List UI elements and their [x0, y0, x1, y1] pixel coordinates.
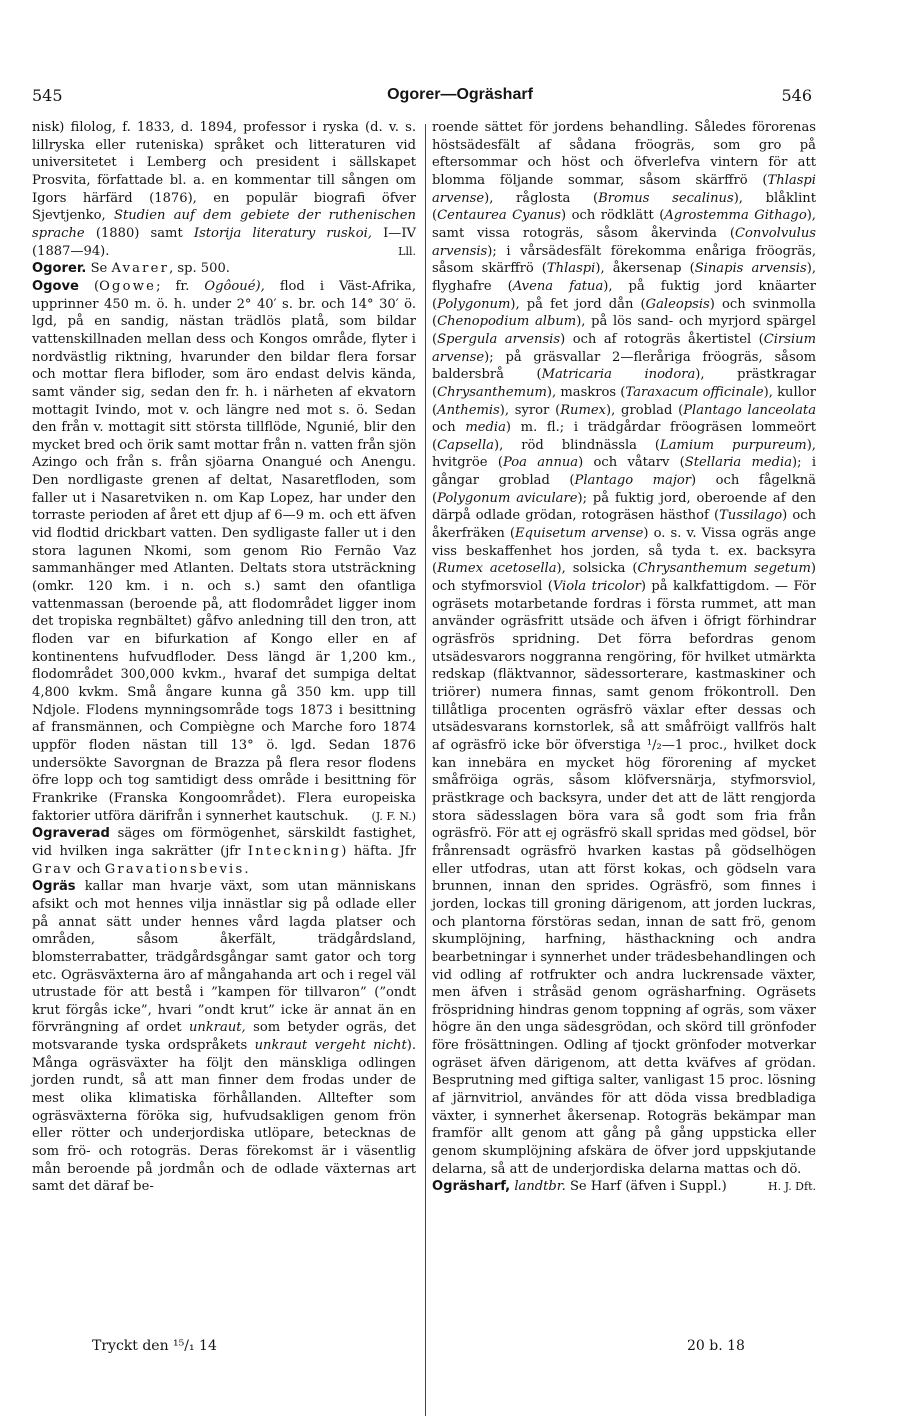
page-header [0, 86, 920, 116]
text: (1880) samt [84, 225, 194, 241]
species-name: Thlaspi [546, 261, 596, 277]
print-date: Tryckt den ¹⁵/₁ 14 [92, 1338, 217, 1354]
species-name: Chrysanthemum segetum [637, 561, 811, 577]
cross-reference: Grav [32, 861, 73, 877]
text: ), på fet jord dån ( [510, 296, 646, 312]
italic-term: unkraut, [189, 1020, 246, 1036]
running-title: Ogorer—Ogräsharf [387, 86, 533, 103]
italic-variant: Ogôoué), [204, 278, 265, 294]
italic-title: Istorija literatury ruskoi, [193, 225, 372, 241]
page-number-left: 545 [32, 86, 63, 105]
column-divider [425, 124, 426, 1416]
species-name: Centaurea Cyanus [437, 208, 561, 224]
text: ) m. fl.; i trädgårdar fröogräsen lommeört ( [432, 420, 816, 453]
text: ); i gångar groblad ( [432, 455, 817, 489]
text: ) på kalkfattigdom. — För ogräsets motarbetande fordras i första rummet, att man använder ogräsfritt utsäde och äfven i öfrigt förhindrar ogräsfrös spridning. Det förra befordras genom utsädesvarors noggranna rengöring, för hvilket utmärkta redskap (fläktvannor, sädessorterare, kastmaskiner och triörer) numera finnas, samt genom frökontroll. Den tillåtliga procenten ogräsfrö växlar efter dessas och utsädesvarans kornstorlek, så att småfröigt vallfrös halt af ogräsfrö icke bör öfverstiga ¹/₂—1 proc., hvilket dock kan innebära en mycket hög förorening af mycket småfröiga ogräs, såsom klöfversnärja, styfmorsviol, prästkrage och backsyra, under det att de lätt rengjorda stora sädesslagen böra vara så godt som fria från ogräsfrö. För att ej ogräsfrö skall spridas med gödsel, bör frånrensadt ogräsfrö hvarken kastas på gödselhögen eller utfodras, utan att först kokas, och gödseln vara brunnen, innan den sprides. Ogräsfrö, som finnes i jorden, lockas till groning därigenom, att jorden luckras, och plantorna förstöras sedan, innan de satt frö, genom skumplöjning, harfning, hästhackning och andra bearbetningar i synnerhet under trädesbehandlingen och vid odling af rotfrukter och andra luckrensade växter, men äfven i stråsäd genom ogräsharfning. Ogräsets fröspridning hindras genom toppning af ogräs, som växer högre än den unga sädesgrödan, och skörd till grönfoder före frösättningen. Odling af tjockt grönfoder motverkar ogräset äfven därigenom, att detta kväfves af grödan. Besprutning med giftiga salter, vanligast 15 proc. lösning af järnvitriol, användes för att döda vissa bredbladiga växter, i synnerhet åkersenap. Rotogräs bekämpar man framför allt genom att gång på gång uppsticka eller genom skumplöjning afskära de öfver jord uppskjutande delarna, så att de underjordiska delarna mattas och dö. [432, 579, 816, 1177]
headword: Ogorer. [32, 261, 87, 277]
species-name: Poa annua [502, 455, 579, 471]
text: ) och rödklätt ( [560, 208, 665, 224]
text: som betyder ogräs, det motsvarande tyska ordspråkets [32, 1020, 416, 1054]
species-name: Viola tricolor [552, 579, 641, 595]
text: ), groblad ( [606, 402, 684, 418]
entry-ogorer [32, 260, 416, 278]
text: flod i Väst-Afrika, upprinner 450 m. ö. h. under 2° 40′ s. br. och 14° 30′ ö. lgd, på en sandig, nästan trädlös platå, som bildar vattenskillnaden mellan dess och Kongos område, flyter i nordvästlig riktning, hvarunder den bildar flera forsar och mottar flera bifloder, som äro endast delvis kända, samt vänder sig, sedan den fr. h. i närheten af ekvatorn mottagit Ivindo, mot v. och längre ned mot s. ö. Sedan den från v. mottagit sitt största tillflöde, Ngunié, blir den mycket bred och örik samt mottar från n. vatten från sjön Azingo och från s. från sjöarna Onangué och Anengu. Den nordligaste grenen af deltat, Nasaretfloden, som faller ut i Nasaretviken n. om Kap Lopez, har under den torraste perioden af året ett djup af 6—9 m. och ett äfven vid flodtid drickbart vatten. Den sydligaste faller ut i den stora lagunen Nkomi, som genom Rio Fernão Vaz sammanhänger med Atlanten. Deltats stora utsträckning (omkr. 120 km. i n. och s.) samt den ofantliga vattenmassan (beroende på, att flodområdet ligger inom det tropiska regnbältet) gåfvo anledning till den tron, att floden var en bifurkation af Kongo eller en af kontinentens hufvudfloder. Dess längd är 1,200 km., flodområdet 300,000 kvkm., hvaraf det sumpiga deltat 4,800 kvkm. Små ångare kunna gå 350 km. upp till Ndjole. Flodens mynningsområde togs 1873 i besittning af fransmännen, och Compiègne och Marche foro 1874 uppför floden nästan till 13° ö. lgd. Sedan 1876 undersökte Savorgnan de Brazza på flera resor flodens öfre lopp och tog samtidigt dess område i besittning för Frankrike (Franska Kongoområdet). Flera europeiska faktorier utföra därifrån i synnerhet kautschuk. [32, 278, 416, 824]
text: I—IV (1887—94). [32, 225, 417, 259]
author-signature: H. J. Dft. [768, 1180, 816, 1194]
text: ) o. s. v. Vissa ogräs ange viss beskaffenhet hos jorden, så tyda t. ex. backsyra ( [432, 526, 816, 577]
entry-continuation [32, 119, 416, 260]
species-name: Convolvulus arvensis [432, 225, 816, 259]
text: ) och styfmorsviol ( [432, 561, 816, 595]
species-name: Tussilago [719, 508, 783, 524]
text: ), solsicka ( [556, 561, 638, 577]
species-name: Chenopodium album [437, 314, 577, 330]
text: ), åkersenap ( [595, 261, 695, 277]
italic-abbrev: landtbr. [514, 1179, 566, 1195]
entry-ogras [32, 878, 416, 1196]
italic-term: unkraut vergeht nicht [254, 1038, 407, 1054]
text: säges om förmögenhet, särskildt fastighet, vid hvilken inga sakrätter (jfr [32, 826, 416, 859]
text: ); på gräsvallar 2—fleråriga fröogräs, såsom baldersbrå ( [432, 349, 816, 383]
spaced-variant: Ogowe [99, 278, 157, 294]
species-name: Thlaspi arvense [432, 172, 816, 206]
cross-reference: Avarer [111, 261, 170, 277]
text: ), röd blindnässla ( [493, 437, 661, 453]
entry-ogove: Ogove (Ogowe; fr. Ogôoué), flod i Väst-Afrika, upprinner 450 m. ö. h. under 2° 40′ s. br. och 14° 30′ ö. lgd, på en sandig, nästan trädlös platå, som bildar vattenskillnaden mellan dess och Kongos område, flyter i nordvästlig riktning, hvarunder den bildar flera forsar och mottar flera bifloder, som äro endast delvis kända, samt vänder sig, sedan den fr. h. i närheten af ekvatorn mottagit Ivindo, mot v. och längre ned mot s. ö. Sedan den från v. mottagit sitt största tillflöde, Ngunié, blir den mycket bred och örik samt mottar från n. vatten från sjön Azingo och från s. från sjöarna Onangué och Anengu. Den nordligaste grenen af deltat, Nasaretfloden, som faller ut i Nasaretviken n. om Kap Lopez, har under den torraste perioden af året ett djup af 6—9 m. och ett äfven vid flodtid drickbart vatten. Den sydligaste faller ut i den stora lagunen Nkomi, som genom Rio Fernão Vaz sammanhänger med Atlanten. Deltats stora utsträckning (omkr. 120 km. i n. och s.) samt den ofantliga vattenmassan (beroende på, att flodområdet ligger inom det tropiska regnbältet) gåfvo anledning till den tron, att floden var en bifurkation af Kongo eller en af kontinentens hufvudfloder. Dess längd är 1,200 km., flodområdet 300,000 kvkm., hvaraf det sumpiga deltat 4,800 kvkm. Små ångare kunna gå 350 km. upp till Ndjole. Flodens mynningsområde togs 1873 i besittning af fransmännen, och Compiègne och Marche foro 1874 uppför floden nästan till 13° ö. lgd. Sedan 1876 undersökte Savorgnan de Brazza på flera resor flodens öfre lopp och tog samtidigt dess område i besittning för Frankrike (Franska Kongoområdet). Flera europeiska faktorier utföra därifrån i synnerhet kautschuk. (J. F. N.) [32, 278, 416, 824]
text: ) och åkerfräken ( [432, 508, 817, 542]
species-name: Stellaria media [684, 455, 793, 471]
text: och [432, 420, 466, 436]
text: ), blåklint ( [432, 190, 816, 224]
text: ), syror ( [499, 402, 561, 418]
species-name: Plantago major [574, 473, 692, 489]
headword: Ogove [32, 278, 79, 294]
cross-reference: Inteckning [247, 843, 342, 859]
species-name: Plantago lanceolata [683, 402, 816, 418]
text: ); på fuktig jord, oberoende af den därpå odlade grödan, rotogräsen hästhof ( [432, 490, 817, 524]
text: ), prästkragar ( [432, 367, 816, 400]
species-name: Lamium purpureum [660, 437, 807, 453]
species-name: Equisetum arvense [515, 526, 644, 542]
species-name: Chrysanthemum [437, 384, 547, 400]
text: Se [86, 261, 112, 277]
text: ), på fuktig jord knäarter ( [432, 278, 816, 312]
sheet-signature: 20 b. 18 [687, 1338, 745, 1354]
species-name: Agrostemma Githago [664, 208, 807, 224]
text: ), hvitgröe ( [432, 437, 816, 471]
text: ), maskros ( [546, 384, 626, 400]
author-signature: Lll. [398, 244, 416, 258]
text: Se Harf (äfven i Suppl.) [565, 1179, 727, 1195]
species-name: Matricaria inodora [541, 367, 696, 383]
text: ) och fågelknä ( [432, 473, 816, 506]
right-column [432, 119, 816, 1196]
species-name: Avena fatua [512, 278, 604, 294]
species-name: media [465, 420, 506, 436]
species-name: Rumex acetosella [437, 561, 557, 577]
text: , sp. 500. [169, 261, 230, 277]
headword: Ogräs [32, 879, 76, 895]
text: ) och våtarv ( [578, 455, 685, 471]
text: ), kullor ( [432, 384, 816, 418]
headword: Ograverad [32, 826, 110, 842]
text: och [72, 861, 105, 877]
headword: Ogräsharf, [432, 1179, 511, 1195]
text: . [244, 861, 249, 877]
species-name: Sinapis arvensis [694, 261, 807, 277]
text: nisk) filolog, f. 1833, d. 1894, professor i ryska (d. v. s. lillryska eller ruteniska) språket och litteraturen vid universitetet i Lemberg och president i sällskapet Prosvita, författade bl. a. en kommentar till sången om Igors härfärd (1876), en populär biografi öfver Sjevtjenko, [32, 120, 416, 224]
text: ) och af rotogräs åkertistel ( [560, 331, 764, 347]
species-name: Spergula arvensis [437, 331, 561, 347]
italic-title: Studien auf dem gebiete der ruthenischen sprache [32, 208, 416, 241]
author-signature: (J. F. N.) [371, 809, 416, 823]
entry-ograverad [32, 825, 416, 878]
species-name: Galeopsis [645, 296, 710, 312]
text: ). Många ogräsväxter ha följt den mänskliga odlingen jorden rundt, så att man finner dem frodas under de mest olika klimatiska förhållanden. Alltefter som ogräsväxterna föröka sig, hufvudsakligen genom frön eller rötter och underjordiska utlöpare, betecknas de som frö- och rotogräs. Deras förekomst är i väsentlig mån beroende på jordmån och de odlade växternas art samt det däraf be- [32, 1038, 417, 1195]
page-number-right: 546 [781, 86, 812, 105]
text: ), flyghafre ( [432, 261, 816, 294]
species-name: Polygonum aviculare [437, 490, 578, 506]
species-name: Taraxacum officinale [625, 384, 764, 400]
left-column [32, 119, 416, 1196]
species-name: Bromus secalinus [598, 190, 734, 206]
text: ) häfta. Jfr [341, 843, 416, 859]
text: ); i vårsädesfält förekomma enåriga fröogräs, såsom skärffrö ( [432, 243, 816, 277]
entry-ograsharf [432, 1178, 816, 1196]
text: kallar man hvarje växt, som utan människans afsikt och mot hennes vilja innästlar sig på odlade eller på annat sätt under hennes vård lagda platser och områden, såsom åkerfält, trädgårdsland, blomsterrabatter, trädgårdsgångar samt gator och torg etc. Ogräsväxterna äro af mångahanda art och i regel väl utrustade för att bestå i ”kampen för tillvaron” (”ondt krut förgås icke”, hvari ”ondt krut” icke är annat än en förvrängning af ordet [32, 879, 416, 1036]
cross-reference: Gravationsbevis [104, 861, 245, 877]
species-name: Capsella [437, 437, 494, 453]
species-name: Cirsium arvense [432, 331, 816, 365]
species-name: Rumex [560, 402, 607, 418]
text: ), på lös sand- och myrjord spärgel ( [432, 314, 816, 347]
text: roende sättet för jordens behandling. Således förorenas höstsädesfält af sådana fröogräs, som gro på eftersommar och höst och öfverlefva vintern för att blomma följande sommar, såsom skärffrö ( [432, 120, 816, 188]
text: ), samt vissa rotogräs, såsom åkervinda ( [432, 208, 816, 241]
species-name: Anthemis [437, 402, 500, 418]
text: ) och svinmolla ( [432, 296, 816, 330]
species-name: Polygonum [437, 296, 511, 312]
text: ), råglosta ( [484, 190, 599, 206]
